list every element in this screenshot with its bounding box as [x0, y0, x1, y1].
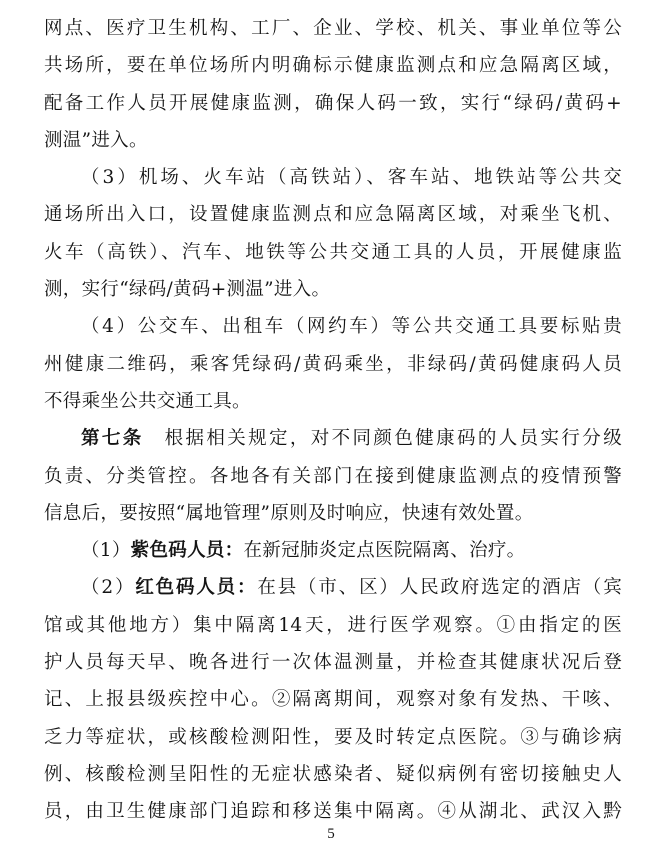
text-line: 火车（高铁）、汽车、地铁等公共交通工具的人员，开展健康监 [44, 241, 622, 263]
text-line: 测温”进入。 [44, 129, 148, 151]
article-line [44, 420, 622, 457]
text-line: 负责、分类管控。各地各有关部门在接到健康监测点的疫情预警 [44, 465, 622, 487]
item-line [44, 532, 622, 569]
text-line: 网点、医疗卫生机构、工厂、企业、学校、机关、事业单位等公 [44, 18, 622, 39]
text-line: 共场所，要在单位场所内明确标示健康监测点和应急隔离区域， [44, 55, 622, 77]
red-code-label: 红色码人员： [135, 577, 258, 599]
item-number: （1） [81, 540, 131, 562]
text-line: （4）公交车、出租车（网约车）等公共交通工具要标贴贵 [81, 316, 622, 338]
document-page [44, 10, 622, 831]
item-text: 在县（市、区）人民政府选定的酒店（宾 [257, 577, 623, 599]
article-heading: 第七条 [81, 428, 144, 450]
text-line: 不得乘坐公共交通工具。 [44, 390, 251, 412]
article-text: 根据相关规定，对不同颜色健康码的人员实行分级 [164, 428, 622, 450]
text-line: 员，由卫生健康部门追踪和移送集中隔离。④从湖北、武汉入黔 [44, 801, 622, 823]
item-text: 在新冠肺炎定点医院隔离、治疗。 [243, 540, 526, 562]
text-line: 例、核酸检测呈阳性的无症状感染者、疑似病例有密切接触史人 [44, 763, 622, 785]
item-number: （2） [81, 577, 136, 599]
text-line: 护人员每天早、晚各进行一次体温测量，并检查其健康状况后登 [44, 652, 622, 674]
text-line: 乏力等症状，或核酸检测阳性，要及时转定点医院。③与确诊病 [44, 726, 622, 748]
text-line: 信息后，要按照“属地管理”原则及时响应，快速有效处置。 [44, 502, 534, 524]
text-line: （3）机场、火车站（高铁站）、客车站、地铁站等公共交 [81, 167, 622, 189]
text-line: 记、上报县级疾控中心。②隔离期间，观察对象有发热、干咳、 [44, 689, 622, 711]
text-line: 配备工作人员开展健康监测，确保人码一致，实行“绿码/黄码+ [44, 92, 622, 114]
page-number: 5 [327, 826, 335, 842]
text-line: 测，实行“绿码/黄码+测温”进入。 [44, 279, 331, 301]
text-line: 馆或其他地方）集中隔离14天，进行医学观察。①由指定的医 [44, 614, 622, 636]
item-line [44, 569, 622, 606]
text-line: 州健康二维码，乘客凭绿码/黄码乘坐，非绿码/黄码健康码人员 [44, 353, 622, 375]
text-line: 通场所出入口，设置健康监测点和应急隔离区域，对乘坐飞机、 [44, 204, 622, 226]
purple-code-label: 紫色码人员： [130, 540, 244, 562]
